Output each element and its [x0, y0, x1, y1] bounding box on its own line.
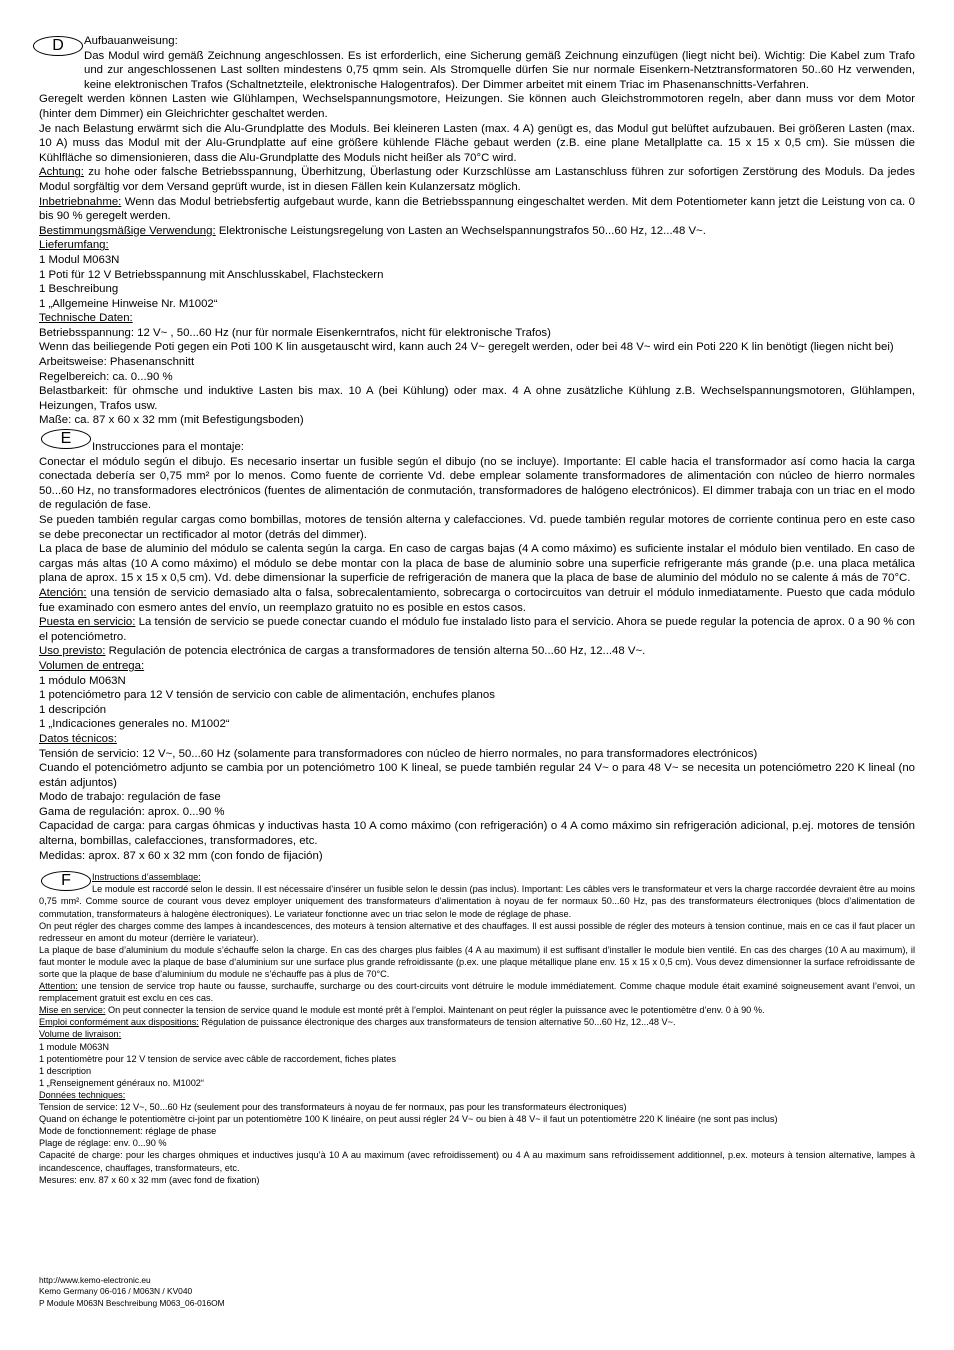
tech-item: Capacidad de carga: para cargas óhmicas y inductivas hasta 10 A como máximo (con refrigeración) o 4 A como máximo sin refrigeración adicional, p.ej. motores de tensión alterna, bombillas, calefacciones, transformadores, etc.: [39, 820, 915, 848]
section-french: [39, 871, 915, 1185]
paragraph: Conectar el módulo según el dibujo. Es necesario insertar un fusible según el dibujo (no se incluye). Importante: El cable hacia el transformador así como hacia la carga conectada debería ser 0,75 mm² por lo menos. Como fuente de corriente Vd. debe emplear solamente transformadores de alimentación con núcleo de hierro normales 50...60 Hz, no transformadores electrónicos (fuentes de alimentación de conmutación, transformadores de halógeno electrónicos). El dimmer trabaja con un triac en el modo de regulación de fase.: [39, 455, 915, 512]
paragraph: Das Modul wird gemäß Zeichnung angeschlossen. Es ist erforderlich, eine Sicherung gemäß Zeichnung einzufügen (liegt nicht bei). Wichtig: Die Kabel zum Trafo und zur angeschlossenen Last sollten mindestens 0,75 qmm sein. Als Stromquelle dürfen Sie nur normale Eisenkern-Netztransformatoren 50..60 Hz verwenden, keine elektronischen Trafos (Schaltnetzteile, elektronische Halogentrafos). Der Dimmer arbeitet mit einem Triac im Phasenanschnitts-Verfahren.: [84, 49, 915, 91]
warning-label: Atención:: [39, 586, 87, 599]
usage-paragraph: [39, 644, 915, 659]
paragraph: Je nach Belastung erwärmt sich die Alu-Grundplatte des Moduls. Bei kleineren Lasten (max. 4 A) genügt es, das Modul gut belüftet aufzubauen. Bei größeren Lasten (max. 10 A) muss das Modul mit der Alu-Grundplatte auf eine größere kühlende Fläche gebaut werden (z.B. eine plane Metallplatte ca. 15 x 15 x 0,5 cm). Sie müssen die Kühlfläche so dimensionieren, dass die Alu-Grundplatte des Moduls nicht heißer als 70°C wird.: [39, 122, 915, 164]
startup-label: Mise en service:: [39, 1005, 106, 1016]
startup-paragraph: [39, 1004, 915, 1016]
paragraph: On peut régler des charges comme des lampes à incandescences, des moteurs à tension alternative et des chauffages. Il est aussi possible de régler des moteurs à tension continue, mais en ce cas il faut placer un redresseur en amont du moteur (derrière le variateur).: [39, 920, 915, 943]
section-title: Instructions d’assemblage:: [92, 872, 201, 883]
scope-item: 1 description: [39, 1065, 92, 1076]
startup-label: Puesta en servicio:: [39, 616, 136, 629]
document-page: [39, 34, 915, 1186]
tech-heading: Datos técnicos:: [39, 732, 117, 745]
tech-item: Tension de service: 12 V~, 50...60 Hz (seulement pour des transformateurs à noyau de fer normaux, pas pour les transformateurs électroniques): [39, 1102, 627, 1113]
paragraph: La plaque de base d’aluminium du module s’échauffe selon la charge. En cas des charges plus faibles (4 A au maximum) il est suffisant d’installer le module bien ventilé. En cas des charges (10 A au maximum), il faut monter le module avec la plaque de base d’aluminium sur une surface plus grande refroidissante (p.ex. une plaque métallique plane env. 15 x 15 x 0,5 cm). Vous devez dimensionner la surface refroidissante de sorte que la plaque de base d’aluminium du module ne s’échauffe pas à plus de 70°C.: [39, 944, 915, 979]
tech-item: Tensión de servicio: 12 V~, 50...60 Hz (solamente para transformadores con núcleo de hierro normales, no para transformadores electrónicos): [39, 747, 758, 760]
paragraph: Le module est raccordé selon le dessin. Il est nécessaire d’insérer un fusible selon le dessin (pas inclus). Important: Les câbles vers le transformateur et vers la charge raccordée devraient être au moins 0,75 mm². Comme source de courant vous devez employer uniquement des transformateurs d’alimentation à noyau de fer normaux 50...60 Hz, pas des transformateurs électroniques (blocs d’alimentation de commutation, transformateurs à halogène électroniques). Le variateur fonctionne avec un triac selon le mode de réglage de phase.: [39, 884, 915, 919]
usage-label: Bestimmungsmäßige Verwendung:: [39, 224, 216, 237]
language-badge-d: D: [33, 36, 83, 56]
usage-label: Uso previsto:: [39, 645, 106, 658]
tech-item: Betriebsspannung: 12 V~ , 50...60 Hz (nur für normale Eisenkerntrafos, nicht für elektronische Trafos): [39, 326, 551, 339]
tech-item: Mesures: env. 87 x 60 x 32 mm (avec fond de fixation): [39, 1174, 260, 1185]
scope-heading: Volumen de entrega:: [39, 659, 145, 672]
language-badge-f: F: [41, 871, 91, 891]
warning-label: Attention:: [39, 981, 78, 992]
scope-item: 1 descripción: [39, 703, 107, 716]
warning-paragraph: [39, 165, 915, 194]
warning-text: une tension de service trop haute ou fausse, surchauffe, surcharge ou des court-circuits vont détruire le module immédiatement. Comme chaque module était examiné soigneusement avant l’envoi, un remplacement gratuit est exclu en ces cas.: [39, 981, 915, 1004]
warning-text: zu hohe oder falsche Betriebsspannung, Überhitzung, Überlastung oder Kurzschlüsse am Lastanschluss führen zur sofortigen Zerstörung des Moduls. Da jedes Modul sorgfältig vor dem Versand geprüft wurde, ist in diesen Fällen kein Kulanzersatz möglich.: [39, 166, 915, 193]
section-title: Aufbauanweisung:: [84, 35, 178, 47]
scope-item: 1 „Allgemeine Hinweise Nr. M1002“: [39, 297, 218, 310]
tech-item: Plage de réglage: env. 0...90 %: [39, 1138, 167, 1149]
tech-item: Regelbereich: ca. 0...90 %: [39, 370, 173, 383]
tech-heading: Données techniques:: [39, 1089, 126, 1100]
startup-text: On peut connecter la tension de service quand le module est monté prêt à l’emploi. Maintenant on peut régler la puissance avec le potentiomètre d’env. 0 à 90 %.: [105, 1005, 765, 1016]
tech-item: Belastbarkeit: für ohmsche und induktive Lasten bis max. 10 A (bei Kühlung) oder max. 4 A ohne zusätzliche Kühlung z.B. Wechselspannungsmotoren, Glühlampen, Heizungen, Trafos usw.: [39, 385, 915, 412]
tech-item: Arbeitsweise: Phasenanschnitt: [39, 356, 195, 369]
tech-item: Capacité de charge: pour les charges ohmiques et inductives jusqu’à 10 A au maximum (avec refroidissement) ou 4 A au maximum sans refroidissement additionnel, p.ex. moteurs à tension alternative, lampes à incandescence, chauffages, transformateurs, etc.: [39, 1150, 915, 1173]
footer-ref: Kemo Germany 06-016 / M063N / KV040: [39, 1286, 193, 1297]
scope-item: 1 potenciómetro para 12 V tensión de servicio con cable de alimentación, enchufes planos: [39, 689, 495, 702]
tech-item: Gama de regulación: aprox. 0...90 %: [39, 805, 225, 818]
startup-label: Inbetriebnahme:: [39, 195, 122, 208]
scope-heading: Volume de livraison:: [39, 1029, 122, 1040]
section-header: [39, 34, 915, 54]
section-header: [39, 432, 915, 455]
tech-heading: Technische Daten:: [39, 312, 133, 325]
page-footer: [39, 1275, 225, 1309]
tech-item: Medidas: aprox. 87 x 60 x 32 mm (con fondo de fijación): [39, 849, 323, 862]
scope-item: 1 Beschreibung: [39, 283, 119, 296]
scope-item: 1 Poti für 12 V Betriebsspannung mit Anschlusskabel, Flachsteckern: [39, 268, 384, 281]
usage-label: Emploi conformément aux dispositions:: [39, 1017, 199, 1028]
usage-text: Elektronische Leistungsregelung von Lasten an Wechselspannungstrafos 50...60 Hz, 12...48 V~.: [215, 224, 706, 237]
tech-item: Cuando el potenciómetro adjunto se cambia por un potenciómetro 100 K lineal, se puede también regular 24 V~ o para 48 V~ se necesita un potenciómetro 220 K lineal (no están adjuntos): [39, 762, 915, 789]
scope-item: 1 „Indicaciones generales no. M1002“: [39, 718, 230, 731]
footer-doc-id: P Module M063N Beschreibung M063_06-016OM: [39, 1297, 225, 1308]
scope-item: 1 Modul M063N: [39, 253, 120, 266]
scope-item: 1 potentiomètre pour 12 V tension de service avec câble de raccordement, fiches plates: [39, 1053, 396, 1064]
paragraph: Se pueden también regular cargas como bombillas, motores de tensión alterna y calefacciones. Vd. puede también regular motores de corriente continua pero en este caso se debe preconectar un rectificador al motor (detrás del dimmer).: [39, 514, 915, 541]
startup-paragraph: [39, 195, 915, 224]
tech-item: Maße: ca. 87 x 60 x 32 mm (mit Befestigungsboden): [39, 414, 304, 427]
startup-text: La tensión de servicio se puede conectar cuando el módulo fue instalado listo para el servicio. Ahora se puede regular la potencia de aprox. 0 a 90 % con el potenciómetro.: [39, 616, 915, 643]
section-title: Instrucciones para el montaje:: [92, 441, 244, 454]
scope-item: 1 módulo M063N: [39, 674, 126, 687]
tech-item: Modo de trabajo: regulación de fase: [39, 791, 221, 804]
section-header: [39, 871, 915, 890]
warning-label: Achtung:: [39, 166, 84, 179]
tech-item: Mode de fonctionnement: réglage de phase: [39, 1126, 217, 1137]
tech-item: Quand on échange le potentiomètre ci-joint par un potentiomètre 100 K linéaire, on peut aussi régler 24 V~ ou bien à 48 V~ il faut un potentiomètre 220 K linéaire (ne sont pas inclus): [39, 1114, 778, 1125]
language-badge-e: E: [41, 429, 91, 449]
paragraph: Geregelt werden können Lasten wie Glühlampen, Wechselspannungsmotore, Heizungen. Sie können auch Gleichstrommotoren regeln, aber dann muss vor dem Motor (hinter dem Dimmer) ein Gleichrichter geschaltet werden.: [39, 93, 915, 120]
paragraph: La placa de base de aluminio del módulo se calenta según la carga. En caso de cargas bajas (4 A como máximo) es suficiente instalar el módulo bien ventilado. En caso de cargas más altas (10 A como máximo) el módulo se debe montar con la placa de base de aluminio sobre una superficie refrigerante más grande (p.e. una placa metálica plana de aprox. 15 x 15 x 0,5 cm). Vd. debe dimensionar la superficie de refrigeración de manera que la placa de base de aluminio del módulo no se calente á más de 70°C.: [39, 543, 915, 585]
footer-url: http://www.kemo-electronic.eu: [39, 1275, 151, 1285]
usage-text: Regulación de potencia electrónica de cargas a transformadores de tensión alterna 50...60 Hz, 12...48 V~.: [105, 645, 646, 658]
section-german: [39, 34, 915, 428]
section-spanish: [39, 432, 915, 863]
tech-item: Wenn das beiliegende Poti gegen ein Poti 100 K lin ausgetauscht wird, kann auch 24 V~ geregelt werden, oder bei 48 V~ wird ein Poti 220 K lin benötigt (liegen nicht bei): [39, 341, 894, 354]
warning-text: una tensión de servicio demasiado alta o falsa, sobrecalentamiento, sobrecarga o cortocircuitos van detruir el módulo inmediatamente. Puesto que cada módulo fue examinado con esmero antes del envío, un reemplazo gratuito no es posible en estos casos.: [39, 586, 915, 614]
scope-item: 1 „Renseignement généraux no. M1002“: [39, 1077, 204, 1088]
scope-heading: Lieferumfang:: [39, 239, 109, 252]
usage-paragraph: [39, 1016, 915, 1028]
usage-text: Régulation de puissance électronique des charges aux transformateurs de tension alternative 50...60 Hz, 12...48 V~.: [198, 1017, 676, 1028]
warning-paragraph: [39, 586, 915, 615]
usage-paragraph: [39, 224, 915, 239]
startup-paragraph: [39, 615, 915, 644]
warning-paragraph: [39, 980, 915, 1004]
scope-item: 1 module M063N: [39, 1041, 109, 1052]
startup-text: Wenn das Modul betriebsfertig aufgebaut wurde, kann die Betriebsspannung eingeschaltet werden. Mit dem Potentiometer kann jetzt die Leistung von ca. 0 bis 90 % geregelt werden.: [39, 195, 915, 223]
